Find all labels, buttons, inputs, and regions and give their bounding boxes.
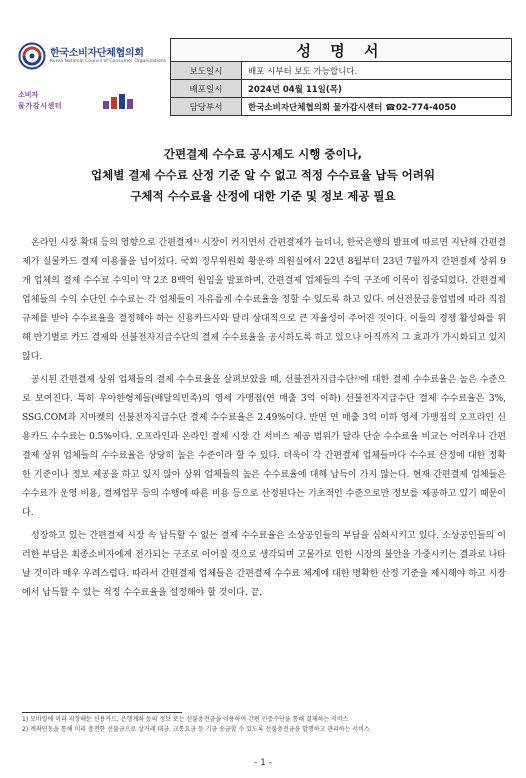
headline-line: 구체적 수수료율 산정에 대한 기준 및 정보 제공 필요 [130, 189, 396, 203]
body-paragraph: 성장하고 있는 간편결제 시장 속 납득할 수 없는 결제 수수료율은 소상공인들의 부담을 심화시키고 있다. 소상공인들의 이러한 부담은 최종소비자에게 전가되는 구조로 이어질 것으로 생각되며 고물가로 인한 시장의 불안을 가중시키는 결과로 나타날 것이라 매우 우려스럽다. 따라서 간편결제 업체들은 간편결제 수수료 체계에 대한 명확한 산정 기준을 제시해야 하고 시장에서 납득할 수 있는 적정 수수료율을 설정해야 할 것이다. 끝. [22, 531, 506, 598]
sub-org-logo-mark-icon [102, 92, 136, 110]
body-paragraph: 온라인 시장 확대 등의 영향으로 간편결제¹⁾ 시장이 커지면서 간편결제가 늘더니, 한국은행의 발표에 따르면 지난해 간편결제가 실물카드 결제 이용률을 넘어섰다. 국회 정무위원회 황운하 의원실에서 22년 8월부터 23년 7월까지 간편결제 상위 9개 업체의 결제 수수료 수익이 약 2조 8백억 원임을 발표하며, 간편결제 업체들의 수익 구조에 이목이 집중되었다. 간편결제 업체들의 수익 수단인 수수료는 각 업체들이 자유롭게 수수료율을 정할 수 있도록 하고 있다. 여신전문금융업법에 따라 직접 규제를 받아 수수료율을 결정해야 하는 신용카드사와 달리 상대적으로 큰 자율성이 주어진 것이다. 이들의 경쟁 활성화를 위해 반기별로 카드 결제와 선불전자지급수단의 결제 수수료율을 공시하도록 하고 있으나 아직까지 그 효과가 가시화되고 있지 않다. [22, 238, 506, 362]
headline [40, 144, 486, 207]
release-row-value: 한국소비자단체협의회 물가감시센터 ☎02-774-4050 [242, 98, 512, 116]
footnote: 2) 계좌연동을 통해 미리 충전한 선불금으로 상거래 대금, 교통요금 등 기금 송금할 수 있도록 선불충전금을 발행하고 관리하는 서비스 [22, 726, 370, 733]
release-row [171, 80, 512, 98]
sub-org-logo [18, 90, 158, 116]
org-logo-mark-icon [18, 42, 46, 70]
release-row-label: 보도일시 [171, 62, 242, 80]
press-release-header [14, 36, 512, 122]
release-row [171, 62, 512, 80]
headline-line: 업체별 결제 수수료 산정 기준 알 수 없고 적정 수수료율 납득 어려워 [91, 168, 435, 182]
footnotes [22, 715, 512, 735]
release-row-label: 배포일시 [171, 80, 242, 98]
footnote: 1) 모바일에 미리 저장해둔 신용카드, 은행계좌 등의 정보 또는 선불충전금을 이용하여 간편 인증수단을 통해 결제하는 서비스 [22, 716, 349, 723]
release-row [171, 98, 512, 116]
release-info-table [170, 38, 512, 116]
body-paragraph: 공시된 간편결제 상위 업체들의 결제 수수료율을 살펴보았을 때, 선불전자지급수단²⁾에 대한 결제 수수료율은 높은 수준으로 보여진다. 특히 우아한형제들(배달의민족)의 영세 가맹점(연 매출 3억 이하) 선불전자지급수단 결제 수수료율은 3%, SSG.COM과 지마켓의 선불전자지급수단 결제 수수료율은 2.49%이다. 반면 연 매출 3억 이하 영세 가맹점의 오프라인 신용카드 수수료는 0.5%이다. 오프라인과 온라인 결제 시장 간 서비스 제공 범위가 달라 단순 수수료율 비교는 어려우나 간편결제 상위 업체들의 수수료율은 상당히 높은 수준이라 할 수 있다. 더욱이 각 간편결제 업체들마다 수수료 산정에 대한 정확한 기준이나 정보 제공을 하고 있지 않아 상위 업체들의 높은 수수료율에 대해 납득이 가지 않는다. 현재 간편결제 업체들은 수수료가 운영 비용, 결제업무 등의 수행에 따른 비용 등으로 산정된다는 기초적인 수준으로만 정보를 제공하고 있기 때문이다. [22, 375, 506, 518]
release-row-label: 담당부서 [171, 98, 242, 116]
org-name-ko: 한국소비자단체협의회 [50, 48, 144, 59]
release-title: 성 명 서 [171, 39, 512, 62]
page-number: - 1 - [254, 758, 272, 768]
org-name-en: Korea National Council of Consumer Organizations [50, 59, 166, 64]
release-row-value: 2024년 04월 11일(목) [242, 80, 512, 98]
statement-body [22, 234, 506, 607]
headline-line: 간편결제 수수료 공시제도 시행 중이나, [163, 147, 363, 161]
sub-org-line2: 물가감시센터 [18, 102, 63, 110]
sub-org-line1: 소비자 [18, 91, 39, 99]
logo-area [14, 36, 164, 122]
org-logo [18, 42, 166, 72]
footnote-divider [22, 712, 182, 713]
release-row-value: 배포 시부터 보도 가능합니다. [242, 62, 512, 80]
